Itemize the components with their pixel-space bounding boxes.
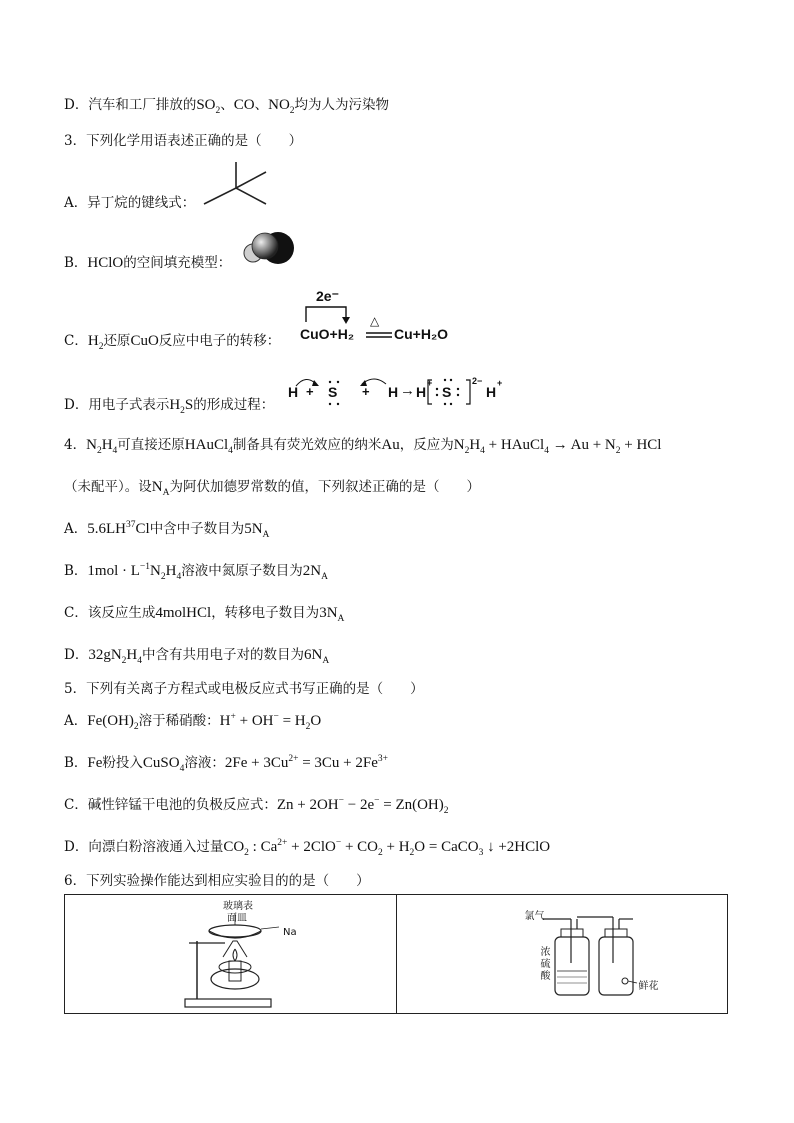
q3-option-b: B．HClO的空间填充模型： [64,255,232,271]
experiment-cell-1 [65,895,397,1014]
h2s-formation-figure [286,374,526,408]
acid-label-2: 硫 [540,959,551,970]
q4-option-a: A．5.6LH$^{37}$Cl中含中子数目为$5N_A$ [64,520,270,540]
h-ion-1: H [416,384,427,400]
reactants: CuO+H₂ [300,326,355,342]
q3-option-d: D．用电子式表示$H_2S$的形成过程： [64,397,275,416]
reaction-arrow: → [400,382,415,399]
acid-label-3: 酸 [540,971,551,982]
products: Cu+H₂O [394,326,449,342]
watch-glass-label-2: 面皿 [227,913,247,924]
q3-option-c: C．$H_2$还原CuO反应中电子的转移： [64,333,281,352]
plus-2: + [362,384,370,399]
q3-option-a: A．异丁烷的键线式： [64,195,196,211]
transfer-bracket [300,304,370,326]
q6-stem: 6．下列实验操作能达到相应实验目的的是（ ） [64,873,370,889]
q5-option-b: B．Fe粉投入CuSO$_4$溶液：$2Fe + 3Cu^{2+} = 3Cu + 2Fe^{3+}$ [64,754,388,774]
s-atom: S [328,384,338,400]
h-atom-1: H [288,384,299,400]
chlorine-label: 氯气 [524,911,545,922]
q4-stem-line1: 4．$N_2H_4$可直接还原HAuCl$_4$制备具有荧光效应的纳米Au，反应为$N_2H_4$ + HAuCl$_4$ → $Au + N_2$ + HCl [64,437,662,456]
h-atom-2: H [388,384,399,400]
plus-1: + [306,384,314,399]
q5-stem: 5．下列有关离子方程式或电极反应式书写正确的是（ ） [64,681,424,697]
h-ion-1-charge: + [427,378,433,388]
q5-option-d: D．向漂白粉溶液通入过量$CO_2$ : $Ca^{2+} + 2ClO^- + CO_2 + H_2O$ = CaCO$_3$ ↓ +2HClO [64,838,551,858]
h-ion-2-charge: + [497,378,503,388]
hclo-space-filling-model [242,228,298,268]
q2-option-d: D．汽车和工厂排放的$SO_2$、CO、$NO_2$均为人为污染物 [64,97,390,116]
experiment-cell-2 [396,895,728,1014]
equals-sign [364,330,394,340]
electron-label: 2e⁻ [316,288,339,304]
acid-label-1: 浓 [540,947,551,958]
electron-transfer-figure [300,288,460,346]
watch-glass-label-1: 玻璃表 [223,901,253,912]
heat-condition: △ [370,314,380,328]
q4-option-c: C．该反应生成4molHCl，转移电子数目为$3N_A$ [64,605,345,624]
q5-option-c: C．碱性锌锰干电池的负极反应式：$Zn + 2OH^- - 2e^- = Zn(OH)_2$ [64,796,449,816]
q3-stem: 3．下列化学用语表述正确的是（ ） [64,133,303,149]
sodium-label: Na [283,927,297,938]
h-ion-2: H [486,384,497,400]
s-ion-charge: 2− [472,376,483,386]
q4-stem-line2: （未配平）。设$N_A$为阿伏加德罗常数的值，下列叙述正确的是（ ） [64,479,480,498]
q5-option-a: A．$Fe(OH)_2$溶于稀硝酸：$H^+ + OH^- = H_2O$ [64,712,322,732]
isobutane-skeletal-figure [200,160,280,208]
q4-option-b: B．$1mol \cdot L^{-1}N_2H_4$溶液中氮原子数目为$2N_A$ [64,562,328,582]
s-ion: S [442,384,452,400]
q6-experiment-table [64,894,728,1014]
q4-option-d: D．$32gN_2H_4$中含有共用电子对的数目为$6N_A$ [64,647,330,666]
flower-label: 鲜花 [638,981,659,992]
